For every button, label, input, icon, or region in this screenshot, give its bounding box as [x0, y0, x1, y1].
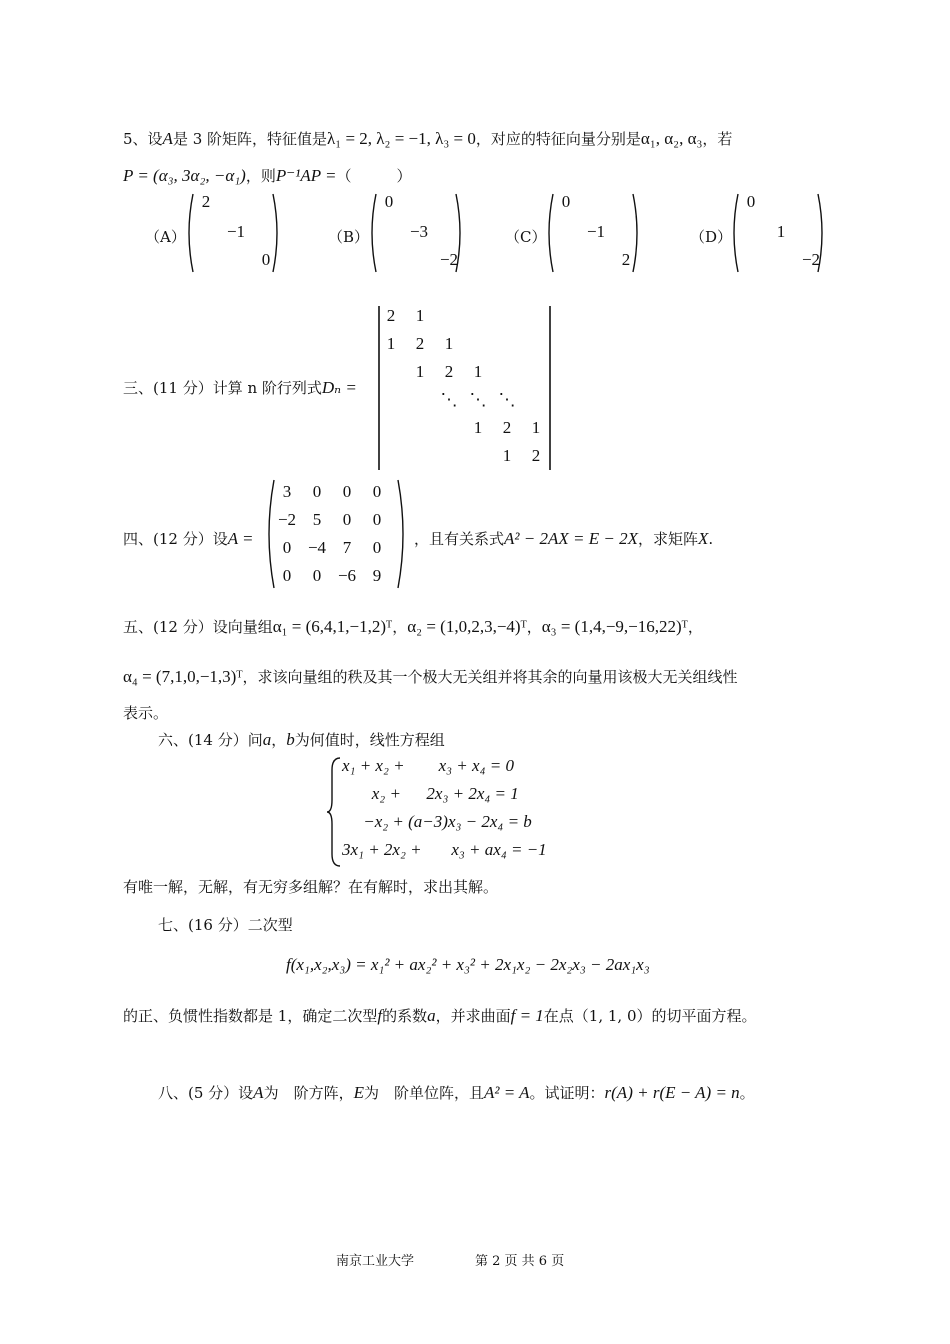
- matrix-entry: 9: [372, 566, 382, 585]
- matrix-entry: 0: [746, 192, 756, 211]
- matrix-entry: −3: [409, 222, 429, 241]
- det-entry: 1: [415, 362, 425, 381]
- matrix-entry: 0: [261, 250, 271, 269]
- matrix-entry: 2: [621, 250, 631, 269]
- matrix-entry: 5: [312, 510, 322, 529]
- q7-line1: 七、(16 分）二次型: [158, 916, 293, 934]
- matrix-entry: 0: [372, 482, 382, 501]
- det-entry: ⋱: [440, 390, 458, 409]
- det-entry: 2: [386, 306, 396, 325]
- q7-after: 的正、负惯性指数都是 1，确定二次型f的系数a，并求曲面f = 1在点（1, 1, 0）的切平面方程。: [123, 1006, 757, 1025]
- det-entry: 2: [444, 362, 454, 381]
- q4-relation: ，且有关系式A² − 2AX = E − 2X，求矩阵X.: [414, 529, 714, 548]
- q6-after: 有唯一解，无解，有无穷多组解？在有解时，求出其解。: [123, 878, 499, 896]
- system-equation: x₁ + x₂ + x₃ + x₄ = 0: [342, 756, 514, 775]
- matrix-entry: 1: [776, 222, 786, 241]
- q4-text: 四、(12 分）设A =: [123, 529, 254, 548]
- det-entry: 2: [415, 334, 425, 353]
- q8-line: 八、(5 分）设A为 阶方阵，E为 阶单位阵，且A² = A。试证明：r(A) + r(E − A) = n。: [158, 1083, 755, 1102]
- footer-page: 第 2 页 共 6 页: [475, 1254, 565, 1269]
- q5-line2: P = (α₃, 3α₂, −α₁)，则P⁻¹AP =（ ）: [123, 166, 412, 185]
- matrix-entry: 3: [282, 482, 292, 501]
- matrix-entry: −2: [277, 510, 297, 529]
- q5b-line3: 表示。: [123, 704, 169, 722]
- matrix-entry: 0: [282, 566, 292, 585]
- option-label: （B）: [328, 228, 370, 246]
- det-entry: 1: [473, 362, 483, 381]
- matrix-entry: −2: [439, 250, 459, 269]
- q6-line1: 六、(14 分）问a，b为何值时，线性方程组: [158, 730, 445, 749]
- matrix-entry: −6: [337, 566, 357, 585]
- matrix-entry: −2: [801, 250, 821, 269]
- option-matrix: [545, 192, 641, 274]
- det-entry: 1: [444, 334, 454, 353]
- matrix-entry: 0: [282, 538, 292, 557]
- q4-matrix: [262, 478, 410, 590]
- matrix-entry: 0: [372, 510, 382, 529]
- det-entry: 2: [531, 446, 541, 465]
- matrix-entry: 0: [312, 566, 322, 585]
- det-entry: 1: [531, 418, 541, 437]
- matrix-entry: 7: [342, 538, 352, 557]
- det-entry: 1: [415, 306, 425, 325]
- system-brace: [327, 758, 340, 866]
- q6-system: [326, 756, 586, 868]
- option-matrix: [730, 192, 826, 274]
- det-entry: ⋱: [498, 390, 516, 409]
- det-entry: 1: [502, 446, 512, 465]
- matrix-entry: −1: [586, 222, 606, 241]
- system-equation: −x₂ + (a−3)x₃ − 2x₄ = b: [342, 812, 532, 831]
- matrix-entry: 2: [201, 192, 211, 211]
- det-entry: 1: [386, 334, 396, 353]
- matrix-entry: −1: [226, 222, 246, 241]
- q3-determinant: [378, 304, 553, 470]
- matrix-entry: −4: [307, 538, 327, 557]
- det-entry: ⋱: [469, 390, 487, 409]
- q5b-line2: α₄ = (7,1,0,−1,3)ᵀ，求该向量组的秩及其一个极大无关组并将其余的向量用该极大无关组线性: [123, 667, 738, 686]
- option-label: （A）: [145, 228, 186, 246]
- matrix-entry: 0: [372, 538, 382, 557]
- matrix-entry: 0: [342, 510, 352, 529]
- q5b-line1: 五、(12 分）设向量组α₁ = (6,4,1,−1,2)ᵀ，α₂ = (1,0,2,3,−4)ᵀ，α₃ = (1,4,−9,−16,22)ᵀ，: [123, 617, 703, 636]
- option-matrix: [185, 192, 281, 274]
- system-equation: 3x₁ + 2x₂ + x₃ + ax₄ = −1: [342, 840, 547, 859]
- q7-formula: f(x₁,x₂,x₃) = x₁² + ax₂² + x₃² + 2x₁x₂ − 2x₂x₃ − 2ax₁x₃: [286, 955, 650, 974]
- matrix-entry: 0: [342, 482, 352, 501]
- det-entry: 1: [473, 418, 483, 437]
- matrix-entry: 0: [312, 482, 322, 501]
- right-paren: [398, 480, 403, 588]
- det-entry: 2: [502, 418, 512, 437]
- footer-school: 南京工业大学: [336, 1254, 415, 1269]
- matrix-entry: 0: [561, 192, 571, 211]
- option-label: （D）: [690, 228, 733, 246]
- option-matrix: [368, 192, 464, 274]
- system-equation: x₂ + 2x₃ + 2x₄ = 1: [342, 784, 519, 803]
- q3-text: 三、(11 分）计算 n 阶行列式Dₙ =: [123, 378, 357, 397]
- option-label: （C）: [505, 228, 547, 246]
- matrix-entry: 0: [384, 192, 394, 211]
- q5-line1: 5、设A是 3 阶矩阵，特征值是λ₁ = 2, λ₂ = −1, λ₃ = 0，对应的特征向量分别是α₁, α₂, α₃，若: [123, 129, 733, 148]
